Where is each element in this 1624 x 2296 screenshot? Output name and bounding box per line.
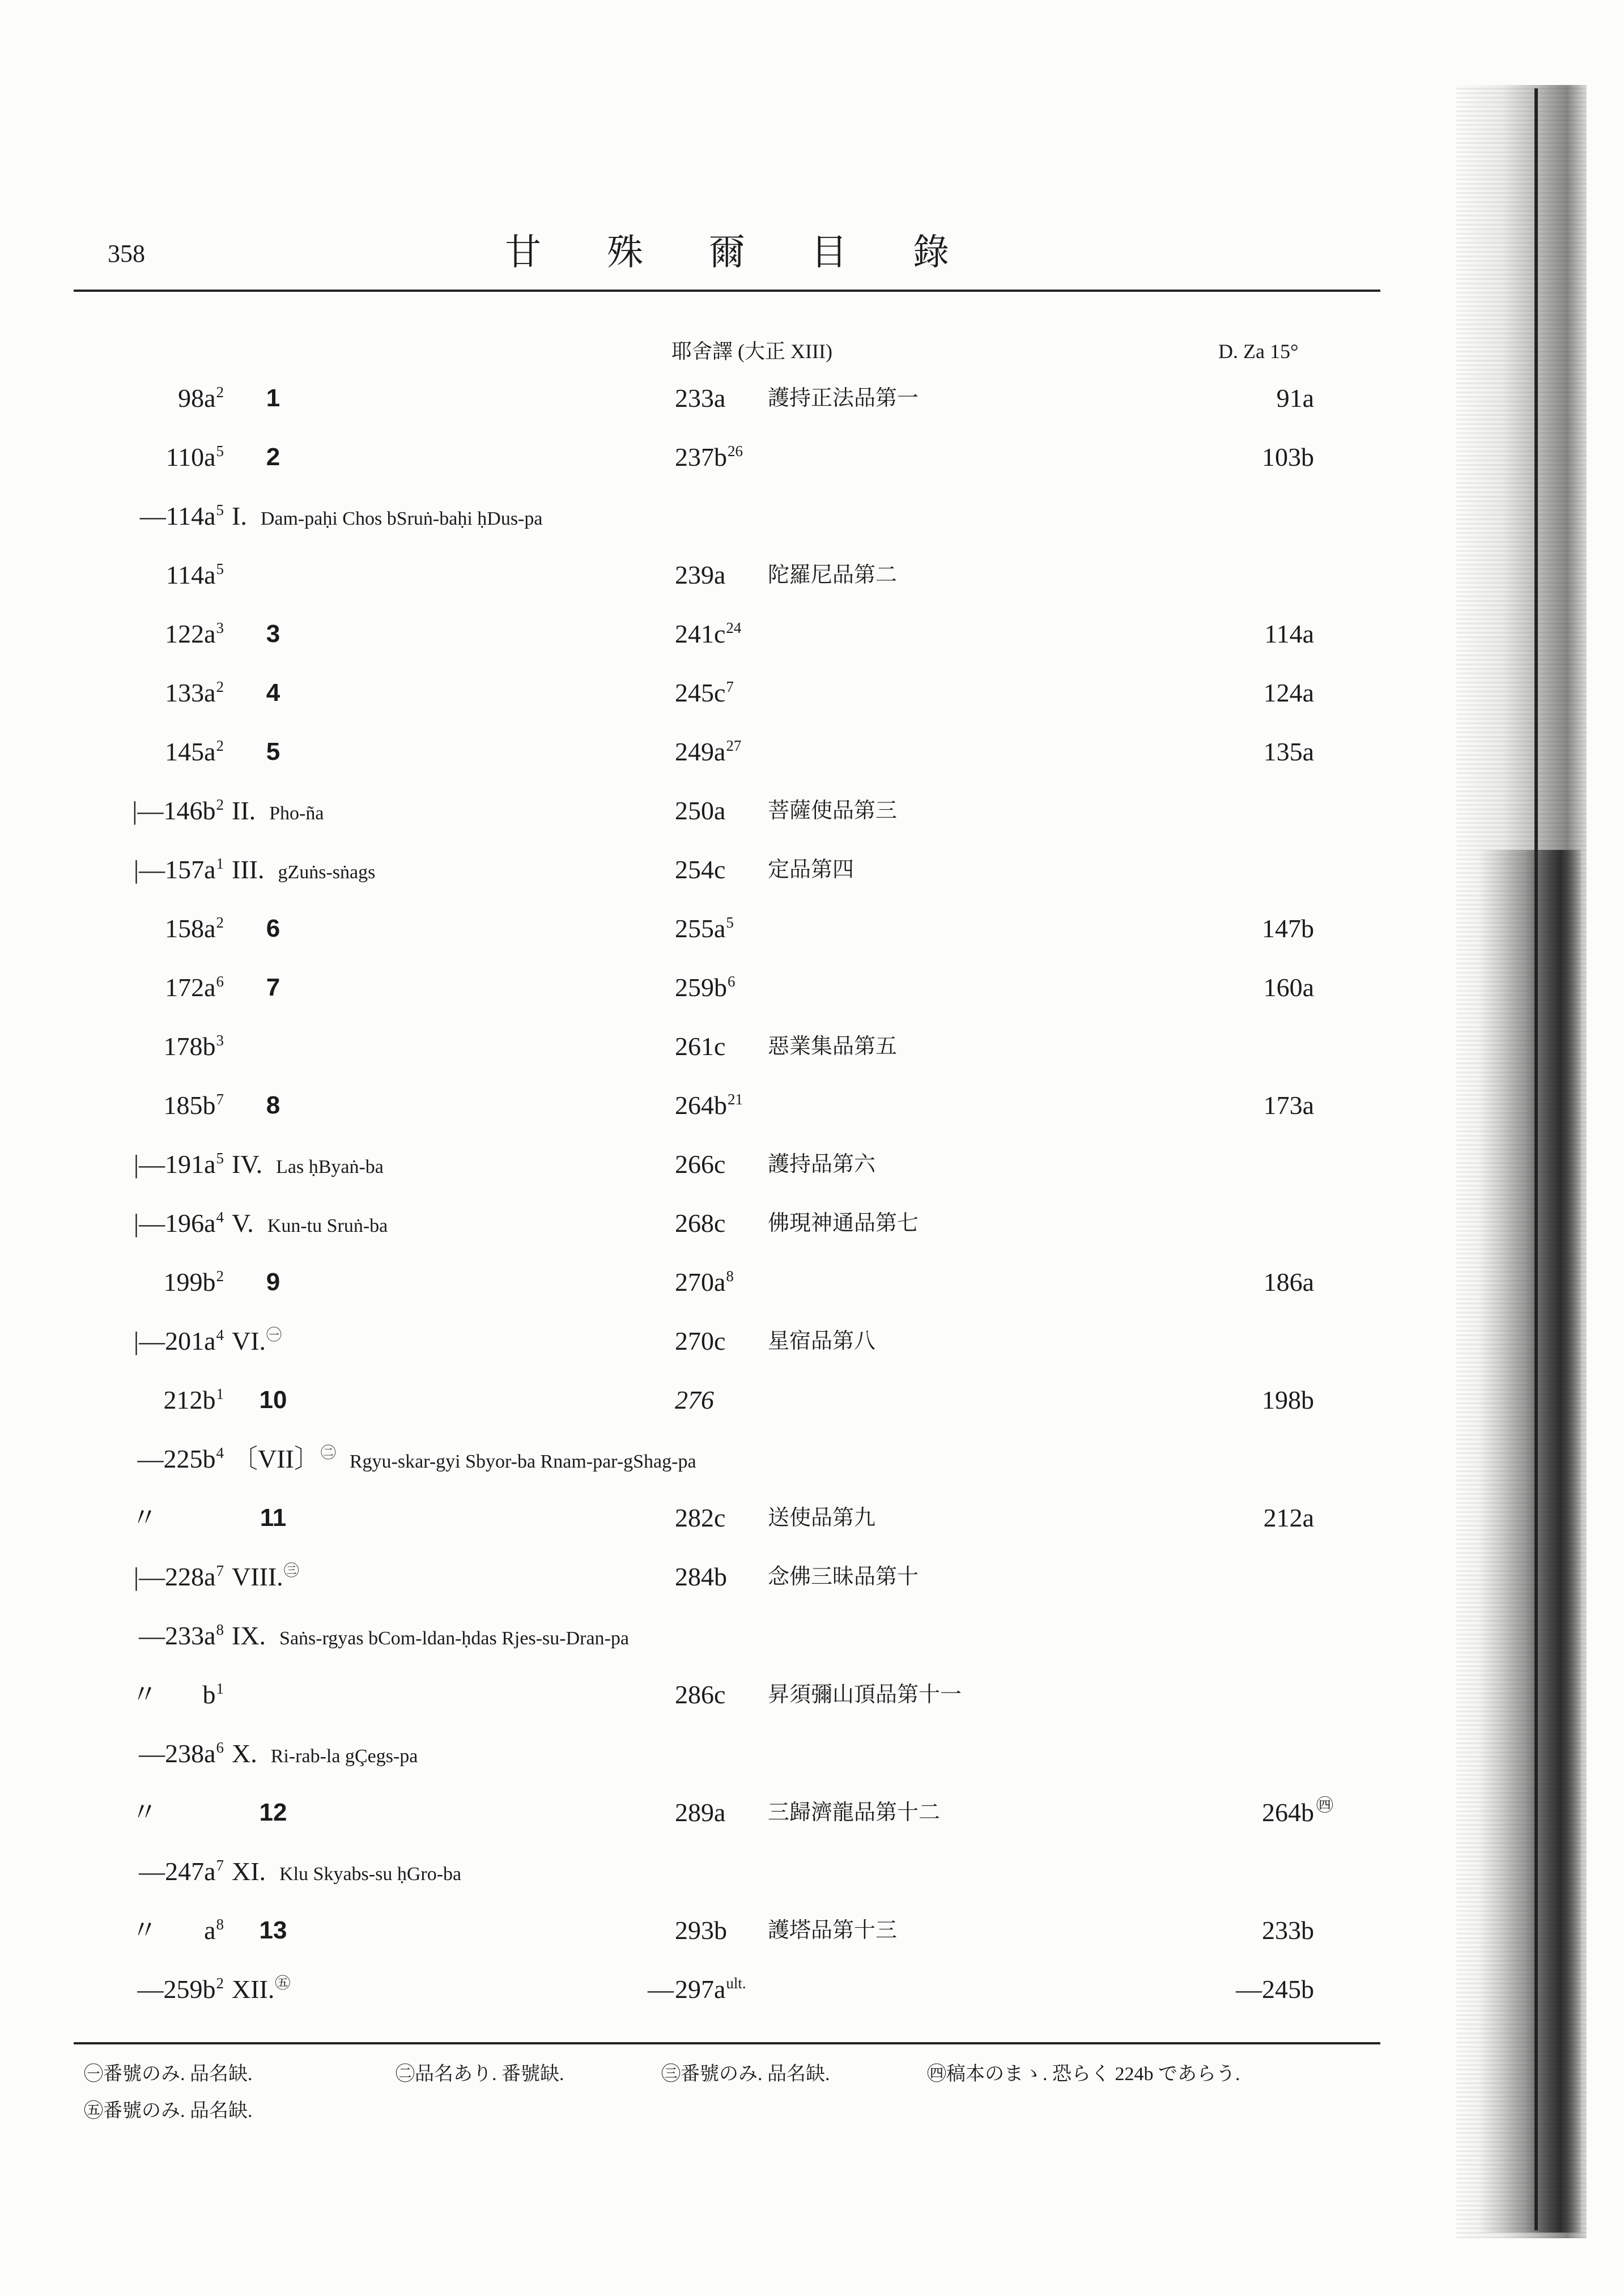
folio-number: 98a [178, 384, 216, 413]
folio-line-superscript: 2 [216, 737, 224, 754]
reference-page: 233a [675, 384, 726, 413]
derge-reference [1179, 369, 1314, 428]
section-dash: — [139, 1857, 165, 1886]
folio-line-superscript: 1 [216, 855, 224, 872]
tibetan-section-title: Klu Skyabs-su ḥGro-ba [279, 1864, 462, 1885]
taisho-reference [675, 1076, 743, 1138]
chinese-chapter-title: 護持品第六 [768, 1153, 876, 1176]
section-heading [232, 487, 542, 549]
section-row [0, 487, 1417, 546]
folio-cell [0, 1901, 224, 1963]
footnote [84, 2060, 253, 2089]
taisho-reference [675, 1901, 727, 1960]
section-row [0, 840, 1417, 899]
entry-number: 11 [260, 1504, 287, 1532]
entry-number: 13 [259, 1916, 287, 1944]
footnote-marker: ㊄ [84, 2101, 103, 2121]
folio-line-superscript: 7 [216, 1562, 224, 1579]
folio-line-superscript: 8 [216, 1916, 224, 1933]
folio-line-superscript: 5 [216, 560, 224, 577]
derge-reference [1179, 1253, 1314, 1312]
folio-line-superscript: 2 [216, 384, 224, 401]
section-heading [232, 1430, 696, 1492]
taisho-reference [675, 428, 743, 490]
reference-page: 270c [675, 1326, 726, 1355]
derge-folio: 212a [1263, 1503, 1314, 1532]
folio-number: b [202, 1680, 216, 1709]
entry-number: 2 [266, 443, 280, 471]
section-row [0, 1194, 1417, 1253]
reference-page: 237b [675, 443, 727, 471]
reference-page: 297a [675, 1975, 726, 2004]
derge-reference [1179, 1489, 1314, 1547]
reference-line-superscript: 24 [726, 619, 742, 636]
section-heading [232, 1842, 461, 1904]
table-row [0, 1253, 1417, 1312]
folio-cell [0, 605, 224, 667]
derge-folio: —245b [1236, 1975, 1314, 2004]
tibetan-section-title: gZuṅs-sṅags [278, 862, 376, 883]
taisho-reference [675, 369, 725, 428]
taisho-reference [675, 1312, 725, 1371]
entry-number: 1 [266, 384, 280, 412]
folio-number: 247a [165, 1857, 216, 1886]
folio-number: 212b [163, 1385, 216, 1414]
section-row [0, 1960, 1417, 2019]
folio-cell [0, 899, 224, 962]
chinese-chapter-title: 惡業集品第五 [768, 1035, 898, 1058]
folio-cell [0, 781, 224, 844]
section-heading [232, 840, 375, 902]
folio-line-superscript: 5 [216, 1150, 224, 1167]
table-row [0, 1371, 1417, 1430]
section-dash: — [139, 1621, 165, 1650]
scan-edge-line [1534, 88, 1538, 2230]
section-heading [232, 1312, 282, 1374]
reference-page: 289a [675, 1798, 726, 1827]
reference-line-superscript: 26 [728, 443, 743, 460]
taisho-reference [675, 1783, 725, 1842]
footnote [661, 2060, 830, 2089]
footer-rule [74, 2042, 1380, 2044]
section-row [0, 1312, 1417, 1371]
folio-number: 178b [163, 1032, 216, 1061]
entry-number: 4 [266, 679, 280, 707]
reference-line-superscript: 8 [726, 1268, 734, 1285]
taisho-reference [675, 1547, 727, 1606]
reference-page: 241c [675, 619, 726, 648]
footnote [396, 2060, 564, 2089]
derge-folio: 114a [1264, 619, 1314, 648]
folio-cell [0, 1371, 224, 1433]
folio-cell [0, 1960, 224, 2022]
footnote [84, 2097, 253, 2126]
chinese-chapter-title: 陀羅尼品第二 [768, 563, 898, 587]
table-row [0, 722, 1417, 781]
folio-line-superscript: 3 [216, 619, 224, 636]
footnote-marker: ㊁ [320, 1444, 336, 1461]
section-row [0, 1842, 1417, 1901]
taisho-reference [675, 605, 741, 667]
section-roman-numeral: II. [232, 796, 256, 825]
section-dash: — [137, 1444, 164, 1473]
taisho-reference [675, 1489, 725, 1547]
folio-line-superscript: 5 [216, 443, 224, 460]
entry-number: 9 [266, 1268, 280, 1296]
table-row [0, 1783, 1417, 1842]
derge-folio: 103b [1262, 443, 1314, 471]
reference-dash: — [648, 1975, 674, 2004]
section-heading [232, 1606, 629, 1668]
entry-number: 3 [266, 620, 280, 648]
footnote-text: 番號のみ. 品名缺. [681, 2064, 830, 2085]
folio-number: 114a [165, 560, 216, 589]
derge-reference [1179, 1901, 1314, 1960]
reference-page: 266c [675, 1150, 726, 1179]
table-row [0, 605, 1417, 664]
reference-page: 250a [675, 796, 726, 825]
catalogue-table [0, 369, 1417, 2019]
folio-line-superscript: 4 [216, 1326, 224, 1343]
folio-cell [0, 840, 224, 903]
folio-cell [0, 1547, 224, 1610]
section-dash: |— [133, 1150, 165, 1179]
taisho-reference [675, 781, 725, 840]
reference-page: 270a [675, 1268, 726, 1296]
section-roman-numeral: VI. [232, 1326, 266, 1355]
section-roman-numeral: IV. [232, 1150, 263, 1179]
folio-cell [0, 722, 224, 785]
folio-number: 110a [165, 443, 216, 471]
folio-cell [0, 369, 224, 431]
footnote-marker: ㊂ [661, 2064, 681, 2085]
chinese-chapter-title: 送使品第九 [768, 1506, 876, 1530]
folio-cell [0, 1253, 224, 1315]
folio-number: 157a [165, 855, 216, 884]
section-dash: |— [133, 1209, 165, 1238]
folio-line-superscript: 5 [216, 501, 224, 518]
reference-page: 261c [675, 1032, 726, 1061]
section-heading [232, 781, 324, 843]
derge-folio: 91a [1276, 384, 1314, 413]
folio-number: 145a [165, 737, 216, 766]
section-heading [232, 1960, 290, 2022]
folio-line-superscript: 7 [216, 1857, 224, 1874]
reference-line-superscript: 5 [726, 914, 734, 931]
folio-number: 196a [165, 1209, 216, 1238]
chinese-chapter-title: 定品第四 [768, 858, 854, 882]
running-title: 甘殊爾目錄 [505, 232, 1015, 273]
table-row [0, 1901, 1417, 1960]
folio-number: 201a [165, 1326, 216, 1355]
section-heading [232, 1194, 388, 1256]
table-row [0, 958, 1417, 1017]
chinese-chapter-title: 護持正法品第一 [768, 386, 919, 410]
reference-page: 245c [675, 678, 726, 707]
folio-line-superscript: 1 [216, 1385, 224, 1402]
reference-page: 249a [675, 737, 726, 766]
folio-line-superscript: 1 [216, 1680, 224, 1697]
section-row [0, 1430, 1417, 1489]
entry-number: 7 [266, 973, 280, 1001]
footnote-text: 番號のみ. 品名缺. [103, 2101, 253, 2121]
taisho-reference [675, 899, 734, 962]
footnote-text: 番號のみ. 品名缺. [103, 2064, 253, 2085]
folio-number: 199b [163, 1268, 216, 1296]
section-roman-numeral: XI. [232, 1857, 266, 1886]
section-heading [232, 1724, 418, 1786]
chinese-chapter-title: 念佛三昧品第十 [768, 1565, 919, 1589]
folio-number: 158a [165, 914, 216, 943]
reference-line-superscript: ult. [726, 1975, 746, 1992]
entry-number: 10 [259, 1386, 287, 1414]
taisho-reference [675, 1371, 714, 1430]
folio-number: 114a [165, 501, 216, 530]
folio-cell [0, 1842, 224, 1904]
reference-line-superscript: 6 [728, 973, 736, 990]
folio-line-superscript: 7 [216, 1091, 224, 1108]
folio-cell [0, 1606, 224, 1669]
table-row [0, 1665, 1417, 1724]
folio-number: 233a [165, 1621, 216, 1650]
header-rule [74, 290, 1380, 292]
derge-reference [1179, 428, 1314, 487]
taisho-reference [675, 1194, 725, 1253]
section-dash: — [137, 1975, 164, 2004]
section-roman-numeral: X. [232, 1739, 257, 1768]
folio-line-superscript: 2 [216, 914, 224, 931]
derge-folio: 124a [1263, 678, 1314, 707]
folio-line-superscript: 6 [216, 973, 224, 990]
reference-page: 239a [675, 560, 726, 589]
table-row [0, 1017, 1417, 1076]
taisho-reference [675, 722, 741, 785]
folio-cell [0, 958, 224, 1021]
entry-number: 8 [266, 1091, 280, 1119]
folio-cell [0, 1724, 224, 1787]
section-dash: — [139, 1739, 165, 1768]
derge-folio: 147b [1262, 914, 1314, 943]
tibetan-section-title: Ri-rab-la gÇegs-pa [270, 1746, 418, 1767]
derge-folio: 198b [1262, 1385, 1314, 1414]
ditto-mark: 〃 [131, 1680, 158, 1709]
folio-number: 122a [165, 619, 216, 648]
derge-reference [1179, 958, 1314, 1017]
entry-number: 6 [266, 915, 280, 942]
reference-page: 268c [675, 1209, 726, 1238]
section-roman-numeral: VIII. [232, 1562, 283, 1591]
reference-page: 276 [675, 1385, 714, 1414]
folio-line-superscript: 2 [216, 796, 224, 813]
folio-cell [0, 1135, 224, 1197]
folio-number: 238a [165, 1739, 216, 1768]
taisho-reference [675, 1253, 734, 1315]
reference-line-superscript: 21 [728, 1091, 743, 1108]
section-dash: |— [132, 796, 164, 825]
folio-cell [0, 546, 224, 608]
folio-cell [0, 1194, 224, 1256]
section-roman-numeral: 〔VII〕 [232, 1444, 320, 1473]
folio-line-superscript: 2 [216, 678, 224, 695]
section-heading [232, 1547, 299, 1610]
folio-cell [0, 1665, 224, 1728]
chinese-chapter-title: 昇須彌山頂品第十一 [768, 1683, 962, 1707]
ditto-mark: 〃 [131, 1503, 158, 1532]
tibetan-section-title: Las ḥByaṅ-ba [276, 1156, 384, 1177]
column-header-derge: D. Za 15° [1218, 340, 1299, 363]
derge-folio: 233b [1262, 1916, 1314, 1945]
table-row [0, 369, 1417, 428]
footnote-marker: ㊁ [396, 2064, 415, 2085]
footnote-marker: ㊀ [266, 1326, 282, 1343]
section-dash: |— [133, 1562, 165, 1591]
section-row [0, 1724, 1417, 1783]
derge-folio: 135a [1263, 737, 1314, 766]
derge-reference [1179, 605, 1314, 664]
entry-number: 12 [259, 1798, 287, 1826]
folio-number: 185b [163, 1091, 216, 1120]
taisho-reference [675, 664, 734, 726]
footnote-marker: ㊃ [1316, 1796, 1333, 1815]
folio-number: a [204, 1916, 216, 1945]
taisho-reference [675, 546, 725, 605]
section-dash: — [139, 501, 166, 530]
derge-reference [1179, 722, 1314, 781]
folio-line-superscript: 4 [216, 1444, 224, 1461]
derge-folio: 186a [1263, 1268, 1314, 1296]
reference-page: 264b [675, 1091, 727, 1120]
section-roman-numeral: IX. [232, 1621, 266, 1650]
folio-line-superscript: 2 [216, 1975, 224, 1992]
reference-page: 254c [675, 855, 726, 884]
reference-page: 284b [675, 1562, 727, 1591]
tibetan-section-title: Pho-ña [269, 803, 324, 824]
reference-page: 259b [675, 973, 727, 1002]
section-row [0, 1606, 1417, 1665]
reference-page: 286c [675, 1680, 726, 1709]
reference-line-superscript: 27 [726, 737, 742, 754]
table-row [0, 1076, 1417, 1135]
footnote [927, 2060, 1240, 2089]
section-row [0, 781, 1417, 840]
taisho-reference [648, 1960, 746, 2022]
footnote-text: 稿本のまゝ. 恐らく 224b であらう. [946, 2064, 1240, 2085]
section-roman-numeral: XII. [232, 1975, 275, 2004]
taisho-reference [675, 958, 736, 1021]
chinese-chapter-title: 菩薩使品第三 [768, 799, 898, 823]
folio-number: 259b [163, 1975, 216, 2004]
tibetan-section-title: Dam-paḥi Chos bSruṅ-baḥi ḥDus-pa [260, 508, 543, 529]
derge-reference [1179, 1783, 1333, 1842]
folio-line-superscript: 6 [216, 1739, 224, 1756]
section-row [0, 1135, 1417, 1194]
section-roman-numeral: I. [232, 501, 247, 530]
table-row [0, 899, 1417, 958]
section-heading [232, 1135, 384, 1197]
folio-cell [0, 1312, 224, 1374]
folio-line-superscript: 4 [216, 1209, 224, 1226]
folio-number: 191a [165, 1150, 216, 1179]
folio-cell [0, 1076, 224, 1138]
folio-line-superscript: 8 [216, 1621, 224, 1638]
derge-folio: 160a [1263, 973, 1314, 1002]
chinese-chapter-title: 三歸濟龍品第十二 [768, 1801, 941, 1825]
section-roman-numeral: V. [232, 1209, 254, 1238]
footnote-text: 品名あり. 番號缺. [415, 2064, 564, 2085]
derge-folio: 173a [1263, 1091, 1314, 1120]
footnote-marker: ㊃ [927, 2064, 946, 2085]
section-dash: |— [133, 855, 165, 884]
taisho-reference [675, 1665, 725, 1724]
derge-reference [1179, 1371, 1314, 1430]
chinese-chapter-title: 星宿品第八 [768, 1329, 876, 1353]
folio-number: 225b [163, 1444, 216, 1473]
tibetan-section-title: Kun-tu Sruṅ-ba [267, 1215, 388, 1236]
folio-cell [0, 1430, 224, 1492]
folio-number: 228a [165, 1562, 216, 1591]
section-roman-numeral: III. [232, 855, 265, 884]
folio-number: 146b [163, 796, 216, 825]
table-row [0, 428, 1417, 487]
entry-number: 5 [266, 738, 280, 766]
folio-line-superscript: 2 [216, 1268, 224, 1285]
reference-page: 282c [675, 1503, 726, 1532]
chinese-chapter-title: 佛現神通品第七 [768, 1211, 919, 1235]
table-row [0, 1489, 1417, 1547]
tibetan-section-title: Saṅs-rgyas bCom-ldan-ḥdas Rjes-su-Dran-pa [279, 1628, 629, 1649]
footnote-marker: ㊀ [84, 2064, 103, 2085]
column-header-taisho: 耶舍譯 (大正 XIII) [671, 340, 832, 363]
footnote-marker: ㊄ [275, 1975, 291, 1992]
reference-line-superscript: 7 [726, 678, 734, 695]
folio-number: 172a [165, 973, 216, 1002]
table-row [0, 546, 1417, 605]
derge-reference [1179, 1076, 1314, 1135]
scan-edge-shadow-lower [1479, 850, 1581, 2233]
taisho-reference [675, 1017, 725, 1076]
folio-cell [0, 428, 224, 490]
derge-reference [1179, 1960, 1314, 2019]
derge-reference [1179, 664, 1314, 722]
page-number: 358 [108, 240, 145, 267]
ditto-mark: 〃 [131, 1798, 158, 1827]
folio-number: 133a [165, 678, 216, 707]
section-row [0, 1547, 1417, 1606]
derge-reference [1179, 899, 1314, 958]
table-row [0, 664, 1417, 722]
folio-cell [0, 664, 224, 726]
reference-page: 255a [675, 914, 726, 943]
taisho-reference [675, 840, 725, 899]
folio-cell [0, 1017, 224, 1079]
ditto-mark: 〃 [131, 1916, 158, 1945]
folio-line-superscript: 3 [216, 1032, 224, 1049]
reference-page: 293b [675, 1916, 727, 1945]
footnote-marker: ㊂ [283, 1562, 299, 1579]
taisho-reference [675, 1135, 725, 1194]
chinese-chapter-title: 護塔品第十三 [768, 1919, 898, 1942]
tibetan-section-title: Rgyu-skar-gyi Sbyor-ba Rnam-par-gShag-pa [349, 1451, 696, 1472]
folio-cell [0, 487, 224, 549]
derge-folio: 264b [1262, 1798, 1314, 1827]
section-dash: |— [133, 1326, 165, 1355]
